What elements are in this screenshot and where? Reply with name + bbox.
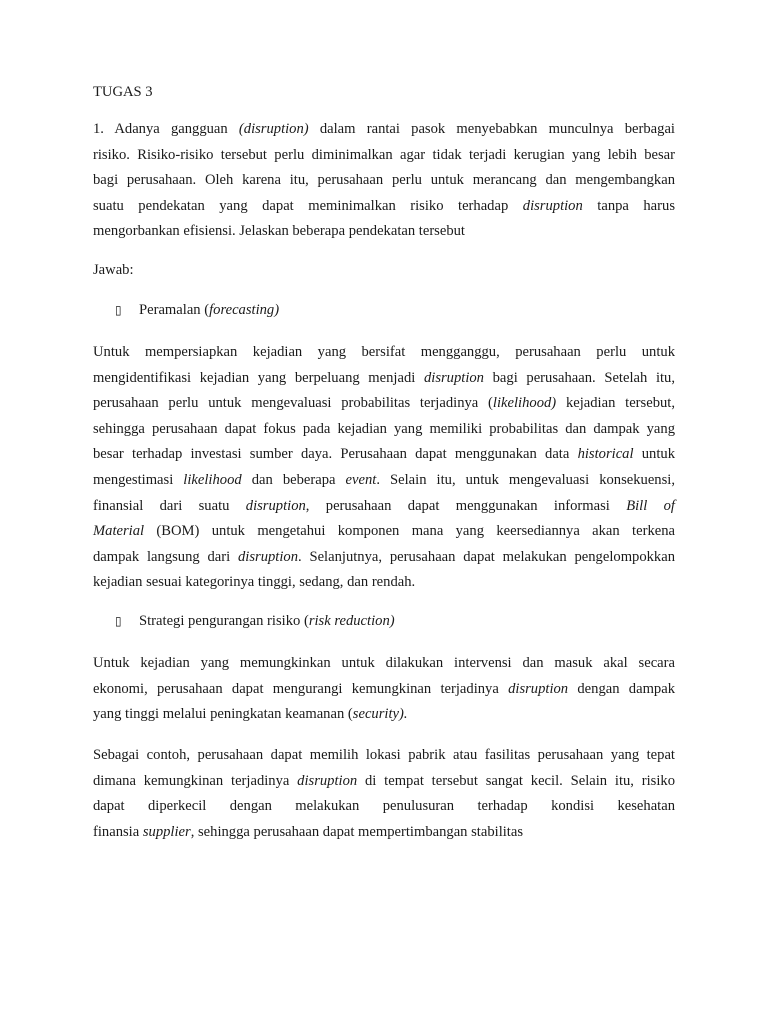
question-paragraph — [93, 117, 675, 245]
text-line: finansia supplier, sehingga perusahaan dapat mempertimbangan stabilitas — [93, 823, 524, 840]
bullet-risk-reduction — [115, 612, 395, 630]
text-line: kejadian sesuai kategorinya tinggi, sedang, dan rendah. — [93, 574, 416, 591]
bullet-forecasting — [115, 301, 279, 319]
text-line: bagi perusahaan. Oleh karena itu, perusahaan perlu untuk merancang dan mengembangkan — [93, 172, 675, 189]
text-line: perusahaan perlu untuk mengevaluasi probabilitas terjadinya (likelihood) kejadian tersebut, — [93, 395, 676, 412]
italic-term: disruption — [423, 369, 484, 386]
italic-term: disruption — [297, 772, 358, 789]
text-line: suatu pendekatan yang dapat meminimalkan risiko terhadap disruption tanpa harus — [93, 197, 675, 214]
text-line: yang tinggi melalui peningkatan keamanan (security). — [93, 706, 408, 723]
bullet-risk-reduction-label: Strategi pengurangan risiko (risk reduction) — [139, 613, 395, 629]
italic-term: historical — [577, 446, 634, 463]
text-line: Untuk kejadian yang memungkinkan untuk dilakukan intervensi dan masuk akal secara — [93, 655, 675, 671]
text-line: Sebagai contoh, perusahaan dapat memilih lokasi pabrik atau fasilitas perusahaan yang tepat — [93, 747, 675, 763]
example-paragraph — [93, 743, 675, 845]
bullet-icon: ▯ — [115, 303, 122, 317]
italic-term: risk reduction) — [308, 613, 395, 629]
italic-term: event — [345, 471, 377, 488]
text-line: sehingga perusahaan dapat fokus pada kejadian yang memiliki probabilitas dan dampak yang — [93, 420, 675, 437]
italic-term: disruption — [238, 548, 299, 565]
bullet-icon: ▯ — [115, 614, 122, 628]
text-line: ekonomi, perusahaan dapat mengurangi kemungkinan terjadinya disruption dengan dampak — [93, 680, 675, 697]
text-line: dampak langsung dari disruption. Selanjutnya, perusahaan dapat melakukan pengelompokkan — [93, 548, 676, 565]
forecasting-paragraph — [93, 340, 675, 596]
italic-term: disruption — [522, 197, 583, 214]
text-line: besar terhadap investasi sumber daya. Perusahaan dapat menggunakan data historical untuk — [93, 446, 676, 463]
italic-term: disruption — [245, 497, 306, 514]
bullet-forecasting-label: Peramalan (forecasting) — [139, 302, 280, 318]
italic-term: forecasting) — [209, 302, 280, 318]
answer-label: Jawab: — [93, 262, 134, 278]
italic-term: Material — [93, 523, 145, 540]
text-line: risiko. Risiko-risiko tersebut perlu diminimalkan agar tidak terjadi kerugian yang lebih besar — [93, 146, 675, 163]
page-title: TUGAS 3 — [93, 84, 153, 100]
italic-term: likelihood) — [492, 395, 557, 412]
text-line: finansial dari suatu disruption, perusahaan dapat menggunakan informasi Bill of — [93, 497, 675, 514]
italic-term: likelihood — [183, 471, 242, 488]
text-line: Untuk mempersiapkan kejadian yang bersifat mengganggu, perusahaan perlu untuk — [93, 344, 675, 360]
risk-reduction-paragraph — [93, 651, 675, 728]
italic-term: supplier — [142, 823, 191, 840]
italic-term: security). — [352, 706, 408, 723]
text-line: dimana kemungkinan terjadinya disruption di tempat tersebut sangat kecil. Selain itu, risiko — [93, 772, 675, 789]
text-line: mengidentifikasi kejadian yang berpeluang menjadi disruption bagi perusahaan. Setelah itu, — [93, 369, 675, 386]
text-line: mengorbankan efisiensi. Jelaskan beberapa pendekatan tersebut — [93, 223, 465, 240]
italic-term: Bill of — [626, 497, 675, 514]
italic-term: disruption — [508, 680, 569, 697]
text-line: Material (BOM) untuk mengetahui komponen mana yang keersediannya akan terkena — [93, 523, 675, 540]
italic-term: (disruption) — [238, 121, 309, 137]
text-line: mengestimasi likelihood dan beberapa event. Selain itu, untuk mengevaluasi konsekuensi, — [93, 471, 675, 488]
text-line: dapat diperkecil dengan melakukan penulusuran terhadap kondisi kesehatan — [93, 798, 675, 815]
text-line: 1. Adanya gangguan (disruption) dalam rantai pasok menyebabkan munculnya berbagai — [93, 121, 675, 137]
